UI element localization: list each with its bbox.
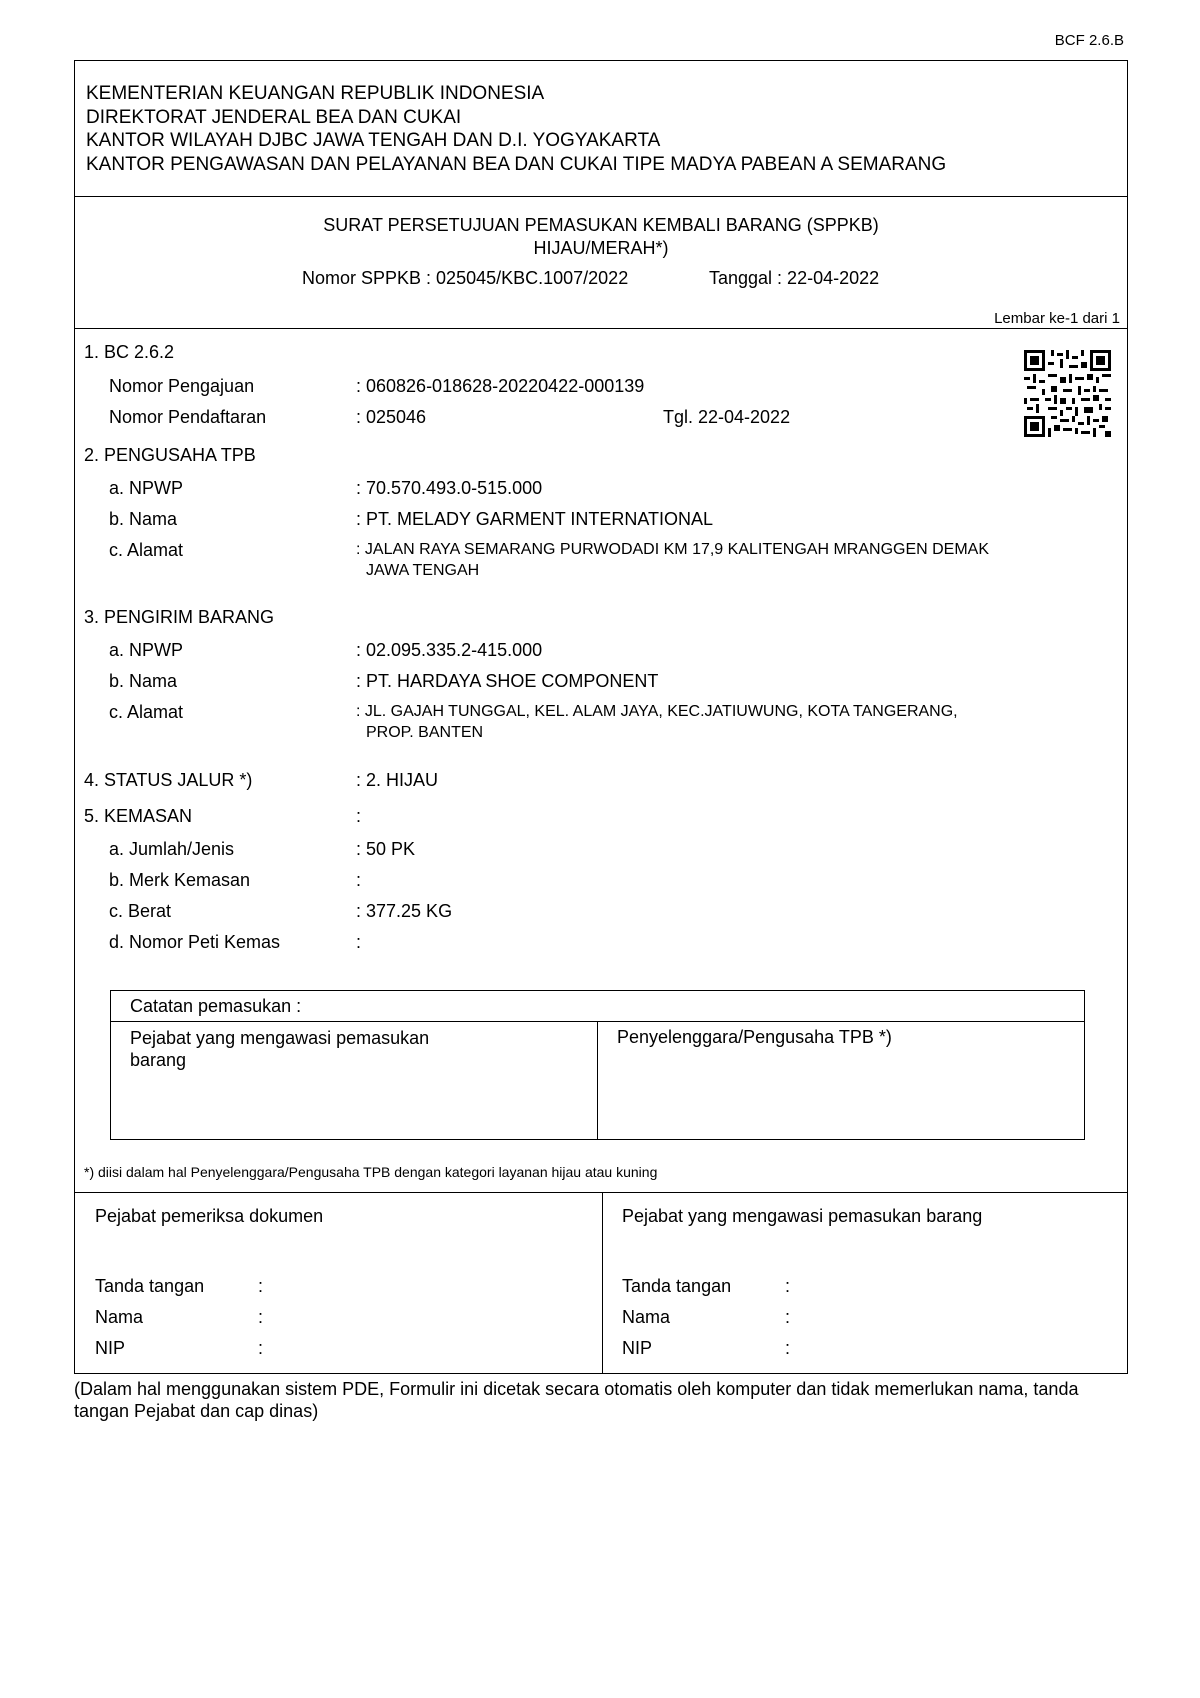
jumlah-jenis-label: a. Jumlah/Jenis bbox=[109, 839, 235, 859]
nomor-pengajuan-label: Nomor Pengajuan bbox=[109, 376, 255, 396]
pejabat-pengawas-line1: Pejabat yang mengawasi pemasukan bbox=[130, 1028, 430, 1048]
pengusaha-alamat-line2: JAWA TENGAH bbox=[366, 562, 480, 579]
right-tanda-tangan-colon: : bbox=[785, 1276, 791, 1296]
pengirim-npwp-label: a. NPWP bbox=[109, 640, 184, 660]
left-nip-label: NIP bbox=[95, 1338, 126, 1358]
pengusaha-alamat-label: c. Alamat bbox=[109, 540, 184, 560]
catatan-pemasukan-label: Catatan pemasukan : bbox=[130, 996, 302, 1016]
sppkb-date: Tanggal : 22-04-2022 bbox=[709, 268, 880, 288]
left-tanda-tangan-colon: : bbox=[258, 1276, 264, 1296]
penyelenggara-cell: Penyelenggara/Pengusaha TPB *) bbox=[617, 1027, 892, 1047]
right-tanda-tangan-label: Tanda tangan bbox=[622, 1276, 732, 1296]
peti-kemas-value: : bbox=[356, 932, 362, 952]
document-subtitle: HIJAU/MERAH*) bbox=[533, 238, 669, 258]
status-jalur-value: : 2. HIJAU bbox=[356, 770, 439, 790]
right-nip-colon: : bbox=[785, 1338, 791, 1358]
status-jalur-label: 4. STATUS JALUR *) bbox=[84, 770, 253, 790]
section-bc262-heading: 1. BC 2.6.2 bbox=[84, 342, 175, 362]
pengirim-nama-value: : PT. HARDAYA SHOE COMPONENT bbox=[356, 671, 659, 691]
right-nip-label: NIP bbox=[622, 1338, 653, 1358]
left-tanda-tangan-label: Tanda tangan bbox=[95, 1276, 205, 1296]
header-regional-office: KANTOR WILAYAH DJBC JAWA TENGAH DAN D.I. YOGYAKARTA bbox=[86, 130, 661, 151]
pejabat-pengawas-title: Pejabat yang mengawasi pemasukan barang bbox=[622, 1206, 983, 1226]
merk-kemasan-label: b. Merk Kemasan bbox=[109, 870, 251, 890]
pengusaha-nama-value: : PT. MELADY GARMENT INTERNATIONAL bbox=[356, 509, 714, 529]
pejabat-pemeriksa-title: Pejabat pemeriksa dokumen bbox=[95, 1206, 324, 1226]
header-directorate: DIREKTORAT JENDERAL BEA DAN CUKAI bbox=[86, 106, 462, 128]
divider-signatures bbox=[74, 1192, 1128, 1193]
catatan-pemasukan-table bbox=[110, 990, 1085, 1140]
jumlah-jenis-value: : 50 PK bbox=[356, 839, 416, 859]
header-customs-office: KANTOR PENGAWASAN DAN PELAYANAN BEA DAN CUKAI TIPE MADYA PABEAN A SEMARANG bbox=[86, 153, 947, 175]
berat-value: : 377.25 KG bbox=[356, 901, 453, 921]
pejabat-pengawas-line2: barang bbox=[130, 1050, 187, 1070]
header-ministry: KEMENTERIAN KEUANGAN REPUBLIK INDONESIA bbox=[86, 83, 545, 104]
left-nip-colon: : bbox=[258, 1338, 264, 1358]
berat-label: c. Berat bbox=[109, 901, 172, 921]
pengirim-alamat-line2: PROP. BANTEN bbox=[366, 724, 484, 741]
pengirim-alamat-line1: : JL. GAJAH TUNGGAL, KEL. ALAM JAYA, KEC.JATIUWUNG, KOTA TANGERANG, bbox=[356, 703, 958, 720]
pengusaha-alamat-line1: : JALAN RAYA SEMARANG PURWODADI KM 17,9 KALITENGAH MRANGGEN DEMAK bbox=[356, 541, 990, 558]
pengirim-alamat-label: c. Alamat bbox=[109, 702, 184, 722]
pejabat-pengawas-cell bbox=[130, 1027, 429, 1071]
nomor-pendaftaran-label: Nomor Pendaftaran bbox=[109, 407, 267, 427]
nomor-pendaftaran-value: : 025046 bbox=[356, 407, 427, 427]
kemasan-label: 5. KEMASAN bbox=[84, 806, 193, 826]
merk-kemasan-value: : bbox=[356, 870, 362, 890]
pengirim-npwp-value: : 02.095.335.2-415.000 bbox=[356, 640, 543, 660]
pengusaha-nama-label: b. Nama bbox=[109, 509, 178, 529]
divider-header bbox=[74, 196, 1128, 197]
closing-note: (Dalam hal menggunakan sistem PDE, Formulir ini dicetak secara otomatis oleh komputer dan tidak memerlukan nama, tanda tangan Pejabat dan cap dinas) bbox=[74, 1379, 1079, 1421]
section-pengusaha-heading: 2. PENGUSAHA TPB bbox=[84, 445, 256, 465]
sppkb-number: Nomor SPPKB : 025045/KBC.1007/2022 bbox=[302, 268, 629, 288]
nomor-pengajuan-value: : 060826-018628-20220422-000139 bbox=[356, 376, 645, 396]
divider-title bbox=[74, 328, 1128, 329]
sheet-number: Lembar ke-1 dari 1 bbox=[994, 310, 1120, 327]
pengusaha-npwp-value: : 70.570.493.0-515.000 bbox=[356, 478, 543, 498]
peti-kemas-label: d. Nomor Peti Kemas bbox=[109, 932, 281, 952]
signature-divider bbox=[602, 1192, 603, 1374]
section-pengirim-heading: 3. PENGIRIM BARANG bbox=[84, 607, 275, 627]
footnote: *) diisi dalam hal Penyelenggara/Pengusaha TPB dengan kategori layanan hijau atau kuning bbox=[84, 1164, 658, 1180]
qr-code bbox=[1024, 350, 1111, 437]
right-nama-colon: : bbox=[785, 1307, 791, 1327]
kemasan-value: : bbox=[356, 806, 362, 826]
document-title: SURAT PERSETUJUAN PEMASUKAN KEMBALI BARANG (SPPKB) bbox=[323, 215, 879, 235]
right-nama-label: Nama bbox=[622, 1307, 671, 1327]
left-nama-colon: : bbox=[258, 1307, 264, 1327]
pengirim-nama-label: b. Nama bbox=[109, 671, 178, 691]
form-code: BCF 2.6.B bbox=[1054, 32, 1124, 49]
agency-header bbox=[86, 82, 946, 176]
tanggal-pendaftaran: Tgl. 22-04-2022 bbox=[663, 407, 791, 427]
left-nama-label: Nama bbox=[95, 1307, 144, 1327]
pengusaha-npwp-label: a. NPWP bbox=[109, 478, 184, 498]
